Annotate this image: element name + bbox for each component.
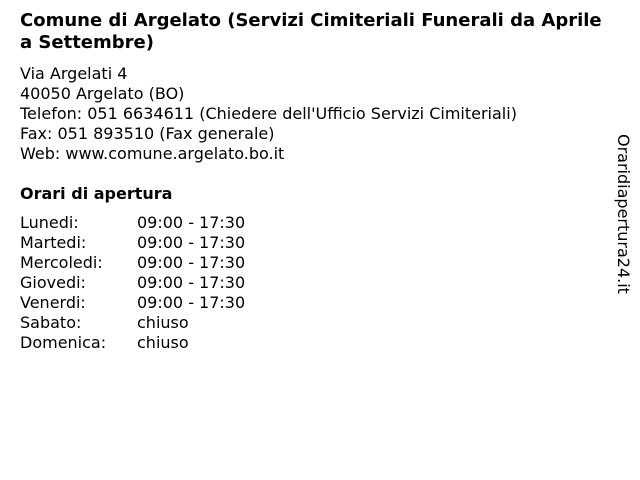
hours-heading: Orari di apertura xyxy=(20,184,173,203)
fax-number: Fax: 051 893510 (Fax generale) xyxy=(20,124,275,143)
hours-row-saturday xyxy=(20,313,245,333)
opening-hours-table xyxy=(20,213,245,353)
day-label: Mercoledi: xyxy=(20,253,103,272)
website: Web: www.comune.argelato.bo.it xyxy=(20,144,285,163)
day-label: Martedi: xyxy=(20,233,87,252)
time-value: chiuso xyxy=(137,333,189,352)
day-label: Venerdi: xyxy=(20,293,86,312)
address-block xyxy=(20,64,517,164)
time-value: 09:00 - 17:30 xyxy=(137,213,246,232)
time-value: 09:00 - 17:30 xyxy=(137,253,246,272)
hours-row-monday xyxy=(20,213,245,233)
hours-row-sunday xyxy=(20,333,245,353)
street-address: Via Argelati 4 xyxy=(20,64,128,83)
day-label: Sabato: xyxy=(20,313,82,332)
day-label: Lunedi: xyxy=(20,213,79,232)
hours-row-wednesday xyxy=(20,253,245,273)
hours-row-thursday xyxy=(20,273,245,293)
page-title: Comune di Argelato (Servizi Cimiteriali Funerali da Aprile a Settembre) xyxy=(20,10,602,53)
time-value: 09:00 - 17:30 xyxy=(137,273,246,292)
hours-row-friday xyxy=(20,293,245,313)
hours-row-tuesday xyxy=(20,233,245,253)
day-label: Domenica: xyxy=(20,333,107,352)
time-value: chiuso xyxy=(137,313,189,332)
time-value: 09:00 - 17:30 xyxy=(137,233,246,252)
phone-number: Telefon: 051 6634611 (Chiedere dell'Ufficio Servizi Cimiteriali) xyxy=(20,104,517,123)
postal-city: 40050 Argelato (BO) xyxy=(20,84,185,103)
time-value: 09:00 - 17:30 xyxy=(137,293,246,312)
day-label: Giovedi: xyxy=(20,273,86,292)
site-watermark: Oraridiapertura24.it xyxy=(614,134,633,294)
